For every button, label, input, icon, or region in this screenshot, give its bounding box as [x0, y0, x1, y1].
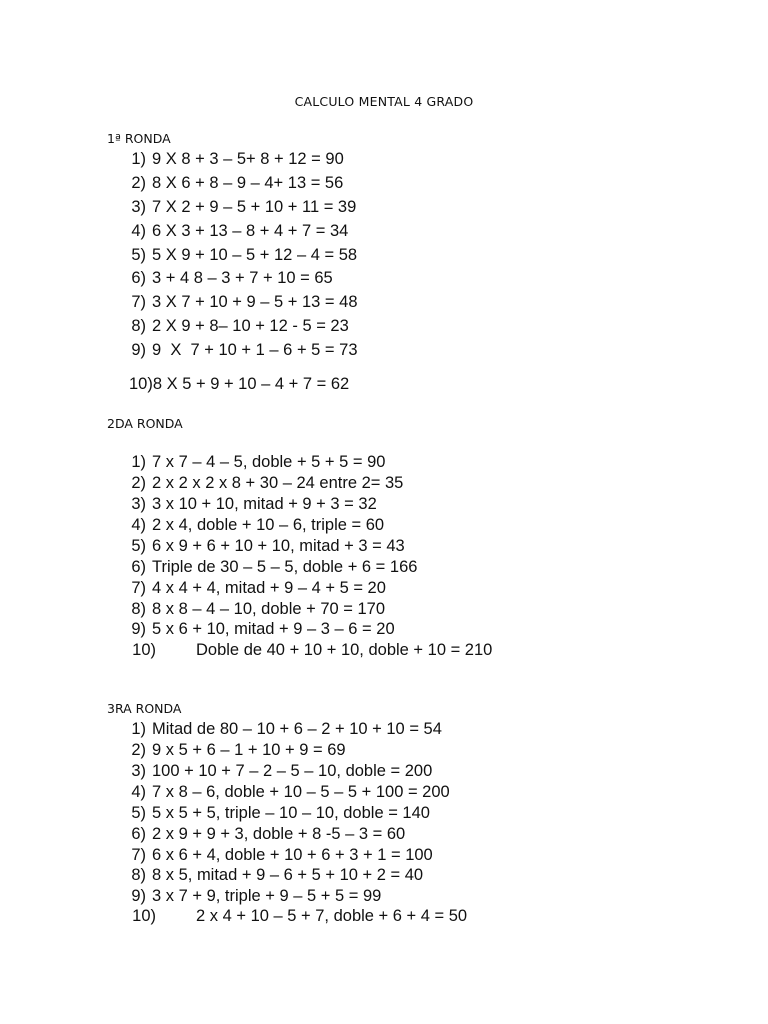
item-number: 5): [131, 537, 146, 555]
item-number: 6): [131, 558, 146, 576]
list-item: [131, 452, 386, 472]
list-item: [131, 740, 346, 760]
list-item: [131, 245, 358, 265]
round-1-heading: 1ª RONDA: [107, 131, 171, 146]
item-text: 8 x 5, mitad + 9 – 6 + 5 + 10 + 2 = 40: [152, 866, 424, 884]
list-item: [129, 374, 349, 394]
item-text: 4 x 4 + 4, mitad + 9 – 4 + 5 = 20: [152, 579, 386, 597]
list-item: [131, 578, 386, 598]
list-item: [131, 292, 358, 312]
list-item: [131, 886, 382, 906]
item-number: 10): [129, 375, 153, 393]
item-number: 6): [131, 825, 146, 843]
list-item: [131, 340, 358, 360]
item-text: 2 x 4 + 10 – 5 + 7, doble + 6 + 4 = 50: [196, 907, 468, 925]
item-text: 7 X 2 + 9 – 5 + 10 + 11 = 39: [152, 198, 357, 216]
list-item: [131, 316, 349, 336]
list-item: [131, 803, 430, 823]
list-item: [131, 268, 333, 288]
item-text: 7 x 7 – 4 – 5, doble + 5 + 5 = 90: [152, 453, 386, 471]
item-text: 2 x 9 + 9 + 3, doble + 8 -5 – 3 = 60: [152, 825, 406, 843]
item-number: 10): [132, 907, 156, 925]
item-number: 9): [131, 887, 146, 905]
list-item: [131, 619, 395, 639]
list-item: [131, 149, 344, 169]
item-number: 9): [131, 341, 146, 359]
list-item: [132, 640, 493, 660]
item-text: 5 x 5 + 5, triple – 10 – 10, doble = 140: [152, 804, 430, 822]
item-number: 7): [131, 846, 146, 864]
list-item: [131, 824, 406, 844]
item-number: 9): [131, 620, 146, 638]
item-number: 1): [131, 453, 146, 471]
item-text: 8 X 5 + 9 + 10 – 4 + 7 = 62: [152, 375, 350, 393]
item-text: 9 x 5 + 6 – 1 + 10 + 9 = 69: [152, 741, 346, 759]
item-text: 2 x 4, doble + 10 – 6, triple = 60: [152, 516, 385, 534]
item-text: 6 x 6 + 4, doble + 10 + 6 + 3 + 1 = 100: [152, 846, 433, 864]
item-number: 5): [131, 804, 146, 822]
item-text: 9 X 8 + 3 – 5+ 8 + 12 = 90: [152, 150, 344, 168]
item-number: 8): [131, 600, 146, 618]
list-item: [131, 599, 386, 619]
page-title: CALCULO MENTAL 4 GRADO: [294, 94, 474, 109]
list-item: [131, 557, 418, 577]
item-number: 6): [131, 269, 146, 287]
item-text: 3 + 4 8 – 3 + 7 + 10 = 65: [152, 269, 333, 287]
item-text: 3 x 7 + 9, triple + 9 – 5 + 5 = 99: [152, 887, 382, 905]
list-item: [131, 782, 450, 802]
item-number: 1): [131, 150, 146, 168]
list-item: [131, 536, 405, 556]
list-item: [131, 865, 424, 885]
item-number: 4): [131, 222, 146, 240]
item-text: 2 x 2 x 2 x 8 + 30 – 24 entre 2= 35: [152, 474, 404, 492]
item-number: 2): [131, 474, 146, 492]
list-item: [131, 845, 433, 865]
item-number: 4): [131, 783, 146, 801]
item-number: 7): [131, 579, 146, 597]
item-number: 3): [131, 762, 146, 780]
item-text: 100 + 10 + 7 – 2 – 5 – 10, doble = 200: [152, 762, 433, 780]
list-item: [131, 515, 385, 535]
item-text: 7 x 8 – 6, doble + 10 – 5 – 5 + 100 = 200: [152, 783, 450, 801]
item-text: 3 x 10 + 10, mitad + 9 + 3 = 32: [152, 495, 377, 513]
item-number: 2): [131, 174, 146, 192]
list-item: [131, 173, 344, 193]
item-number: 7): [131, 293, 146, 311]
list-item: [131, 197, 357, 217]
item-text: 8 x 8 – 4 – 10, doble + 70 = 170: [152, 600, 386, 618]
item-number: 1): [131, 720, 146, 738]
list-item: [131, 221, 349, 241]
item-text: 9 X 7 + 10 + 1 – 6 + 5 = 73: [152, 341, 358, 359]
item-number: 5): [131, 246, 146, 264]
item-number: 2): [131, 741, 146, 759]
item-number: 3): [131, 495, 146, 513]
list-item: [132, 906, 468, 926]
round-2-heading: 2DA RONDA: [107, 416, 183, 431]
item-text: 6 x 9 + 6 + 10 + 10, mitad + 3 = 43: [152, 537, 405, 555]
item-text: 2 X 9 + 8– 10 + 12 - 5 = 23: [152, 317, 349, 335]
item-text: 3 X 7 + 10 + 9 – 5 + 13 = 48: [152, 293, 358, 311]
list-item: [131, 473, 404, 493]
list-item: [131, 494, 377, 514]
list-item: [131, 719, 442, 739]
item-text: 5 x 6 + 10, mitad + 9 – 3 – 6 = 20: [152, 620, 395, 638]
item-text: Doble de 40 + 10 + 10, doble + 10 = 210: [196, 641, 493, 659]
item-text: 8 X 6 + 8 – 9 – 4+ 13 = 56: [152, 174, 344, 192]
list-item: [131, 761, 433, 781]
item-number: 4): [131, 516, 146, 534]
item-number: 8): [131, 317, 146, 335]
item-number: 8): [131, 866, 146, 884]
item-number: 3): [131, 198, 146, 216]
item-text: 6 X 3 + 13 – 8 + 4 + 7 = 34: [152, 222, 349, 240]
item-number: 10): [132, 641, 156, 659]
item-text: Mitad de 80 – 10 + 6 – 2 + 10 + 10 = 54: [152, 720, 442, 738]
round-3-heading: 3RA RONDA: [107, 701, 182, 716]
item-text: 5 X 9 + 10 – 5 + 12 – 4 = 58: [152, 246, 358, 264]
item-text: Triple de 30 – 5 – 5, doble + 6 = 166: [152, 558, 418, 576]
